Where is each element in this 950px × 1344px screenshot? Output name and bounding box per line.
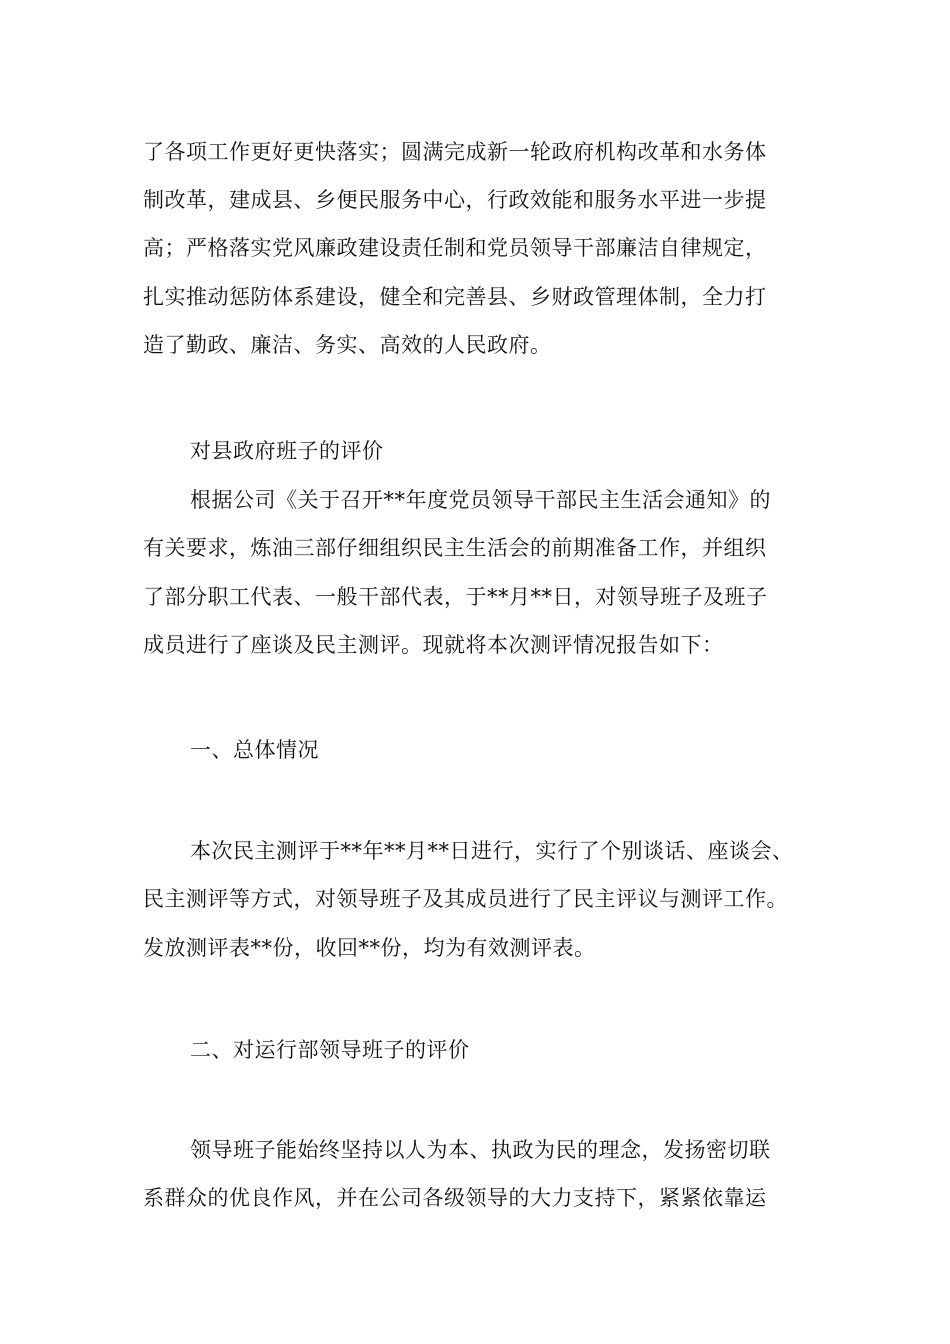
text-line: 有关要求，炼油三部仔细组织民主生活会的前期准备工作，并组织 (143, 536, 767, 560)
text-line: 扎实推动惩防体系建设，健全和完善县、乡财政管理体制，全力打 (143, 285, 767, 309)
text-line: 领导班子能始终坚持以人为本、执政为民的理念，发扬密切联 (190, 1138, 771, 1162)
text-line: 系群众的优良作风，并在公司各级领导的大力支持下，紧紧依靠运 (143, 1186, 767, 1210)
text-line: 制改革，建成县、乡便民服务中心，行政效能和服务水平进一步提 (143, 188, 767, 212)
text-line: 高；严格落实党风廉政建设责任制和党员领导干部廉洁自律规定， (143, 236, 767, 260)
section-heading-evaluation: 对县政府班子的评价 (190, 439, 384, 463)
text-line: 造了勤政、廉洁、务实、高效的人民政府。 (143, 333, 552, 357)
text-line: 成员进行了座谈及民主测评。现就将本次测评情况报告如下： (143, 633, 724, 657)
text-line: 民主测评等方式，对领导班子及其成员进行了民主评议与测评工作。 (143, 887, 788, 911)
text-line: 了各项工作更好更快落实；圆满完成新一轮政府机构改革和水务体 (143, 140, 767, 164)
text-line: 本次民主测评于**年**月**日进行，实行了个别谈话、座谈会、 (190, 839, 794, 863)
text-line: 根据公司《关于召开**年度党员领导干部民主生活会通知》的 (190, 488, 771, 512)
section-heading-overview: 一、总体情况 (190, 738, 319, 762)
text-line: 发放测评表**份，收回**份，均为有效测评表。 (143, 936, 596, 960)
text-line: 了部分职工代表、一般干部代表，于**月**日，对领导班子及班子 (143, 585, 768, 609)
section-heading-leadership: 二、对运行部领导班子的评价 (190, 1038, 470, 1062)
